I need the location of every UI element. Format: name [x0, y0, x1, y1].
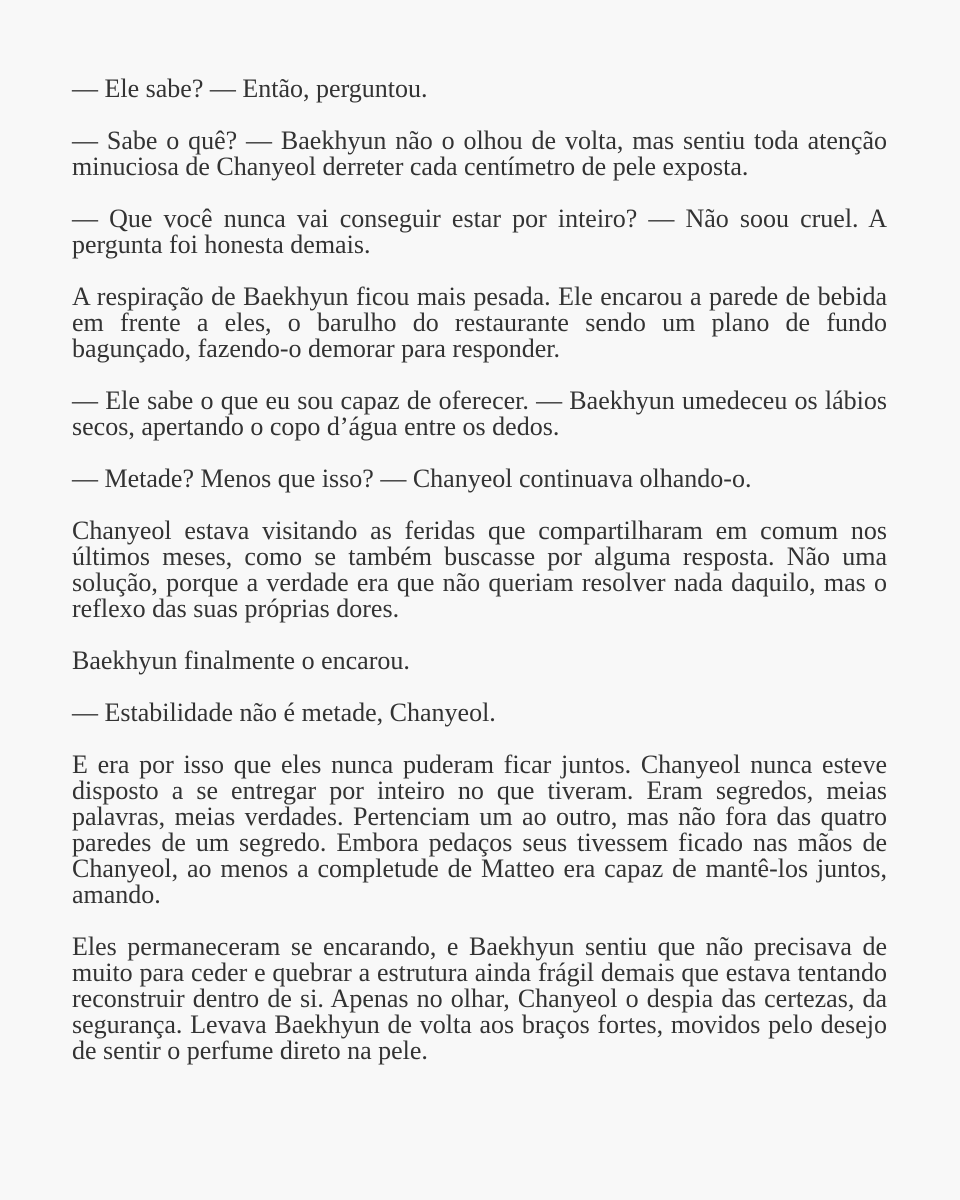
paragraph-4: A respiração de Baekhyun ficou mais pesada. Ele encarou a parede de bebida em frente a eles, o barulho do restaurante sendo um plano de fundo bagunçado, fazendo-o demorar para responder.	[72, 282, 887, 363]
paragraph-11: Eles permaneceram se encarando, e Baekhyun sentiu que não precisava de muito para ceder e quebrar a estrutura ainda frágil demais que estava tentando reconstruir dentro de si. Apenas no olhar, Chanyeol o despia das certezas, da segurança. Levava Baekhyun de volta aos braços fortes, movidos pelo desejo de sentir o perfume direto na pele.	[72, 932, 887, 1065]
paragraph-7: Chanyeol estava visitando as feridas que compartilharam em comum nos últimos meses, como se também buscasse por alguma resposta. Não uma solução, porque a verdade era que não queriam resolver nada daquilo, mas o reflexo das suas próprias dores.	[72, 516, 887, 623]
paragraph-2: — Sabe o quê? — Baekhyun não o olhou de volta, mas sentiu toda atenção minuciosa de Chanyeol derreter cada centímetro de pele exposta.	[72, 126, 887, 181]
document-body	[72, 76, 887, 1090]
paragraph-10: E era por isso que eles nunca puderam ficar juntos. Chanyeol nunca esteve disposto a se entregar por inteiro no que tiveram. Eram segredos, meias palavras, meias verdades. Pertenciam um ao outro, mas não fora das quatro paredes de um segredo. Embora pedaços seus tivessem ficado nas mãos de Chanyeol, ao menos a completude de Matteo era capaz de mantê-los juntos, amando.	[72, 750, 887, 909]
paragraph-9: — Estabilidade não é metade, Chanyeol.	[72, 698, 496, 727]
paragraph-8: Baekhyun finalmente o encarou.	[72, 646, 410, 675]
paragraph-1: — Ele sabe? — Então, perguntou.	[72, 74, 428, 103]
paragraph-6: — Metade? Menos que isso? — Chanyeol continuava olhando-o.	[72, 464, 752, 493]
paragraph-3: — Que você nunca vai conseguir estar por inteiro? — Não soou cruel. A pergunta foi honesta demais.	[72, 204, 887, 259]
paragraph-5: — Ele sabe o que eu sou capaz de oferecer. — Baekhyun umedeceu os lábios secos, apertando o copo d’água entre os dedos.	[72, 386, 887, 441]
